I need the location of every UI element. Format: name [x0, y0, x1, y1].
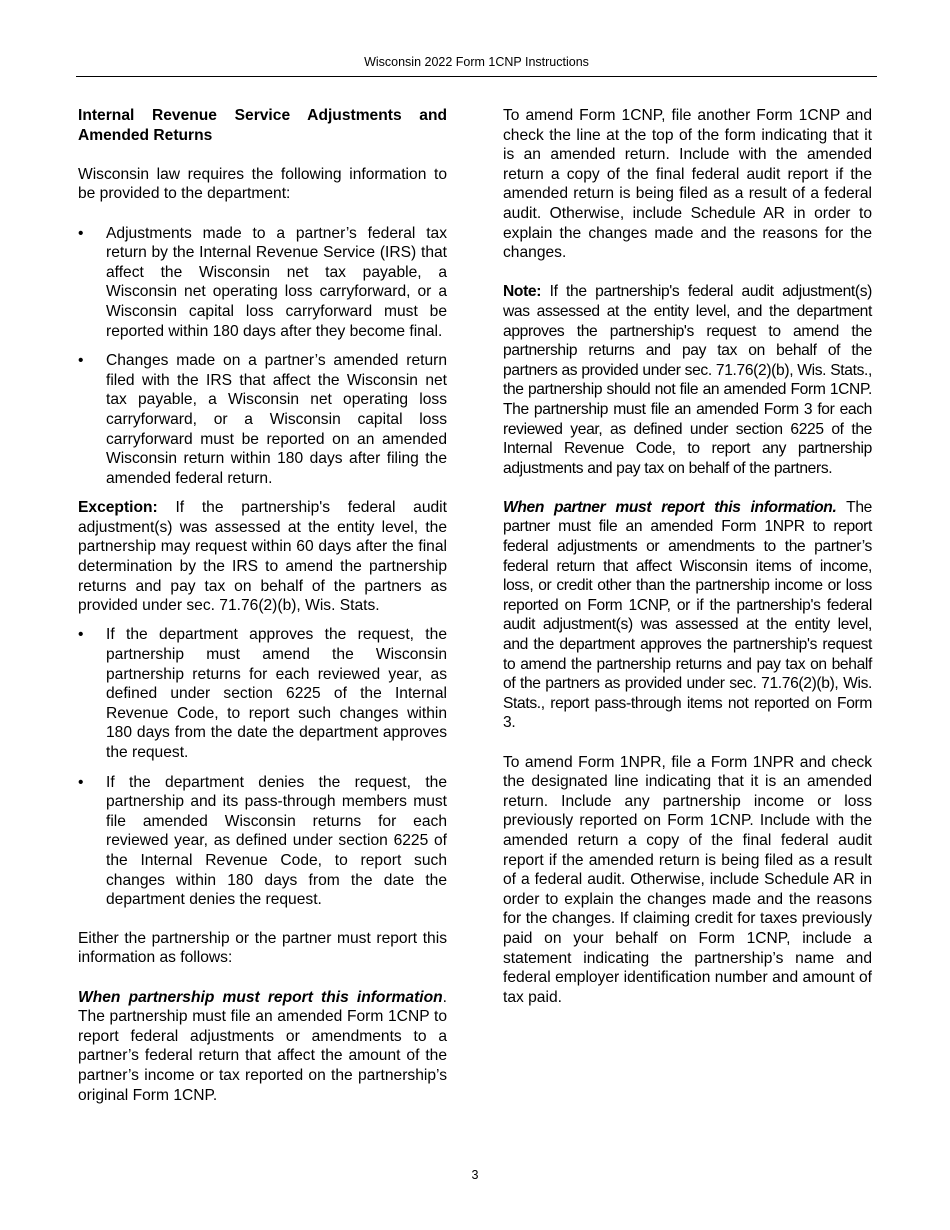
amend-1cnp-paragraph: To amend Form 1CNP, file another Form 1CNP and check the line at the top of the form indicating that it is an amended return. Include with the amended return a copy of the final federal audit report if the amended return is being filed as a result of a federal audit. Otherwise, include Schedule AR in order to explain the changes made and the reasons for the changes. — [503, 107, 872, 262]
right-column — [503, 106, 872, 1027]
intro-paragraph: Wisconsin law requires the following information to be provided to the department: — [78, 165, 447, 203]
note-paragraph — [503, 282, 872, 478]
exception-text: If the partnership's federal audit adjustment(s) was assessed at the entity level, the partnership may request within 60 days after the final determination by the IRS to amend the partnership returns and pay tax on behalf of the partners as provided under sec. 71.76(2)(b), Wis. Stats. — [78, 499, 447, 615]
when-partnership-paragraph — [78, 988, 447, 1106]
bullet-icon: • — [78, 626, 84, 644]
exception-list — [78, 625, 447, 909]
left-column — [78, 106, 447, 1125]
either-paragraph: Either the partnership or the partner must report this information as follows: — [78, 929, 447, 967]
list-item: • If the department denies the request, the partnership and its pass-through members must file amended Wisconsin returns for each reviewed year, as defined under section 6225 of the Internal Revenue Code, to report such changes within 180 days from the date the department denies the request. — [78, 773, 447, 909]
when-partner-label: When partner must report this information. — [503, 498, 837, 516]
requirements-list — [78, 224, 447, 489]
list-item: • Adjustments made to a partner’s federal tax return by the Internal Revenue Service (IRS) that affect the Wisconsin net tax payable, a Wisconsin net operating loss carryforward, or a Wisconsin capital loss carryforward must be reported within 180 days after they become final. — [78, 224, 447, 340]
exception-paragraph — [78, 498, 447, 616]
list-item: • Changes made on a partner’s amended return filed with the IRS that affect the Wisconsin net tax payable, a Wisconsin net operating loss carryforward, or a Wisconsin capital loss carryforward must be reported on an amended Wisconsin return within 180 days after filing the amended federal return. — [78, 352, 447, 487]
when-partnership-text: . The partnership must file an amended Form 1CNP to report federal adjustments or amendments to a partner’s federal return that affect the amount of the partner’s income or tax reported on the partnership’s original Form 1CNP. — [78, 988, 447, 1104]
note-text: If the partnership's federal audit adjustment(s) was assessed at the entity level, and the department approves the partnership's request to amend the partnership returns and pay tax on behalf of the partners as provided under sec. 71.76(2)(b), Wis. Stats., the partnership should not file an amended Form 1CNP. The partnership must file an amended Form 3 for each reviewed year, as defined under section 6225 of the Internal Revenue Code, to report any partnership adjustments and pay tax on behalf of the partners. — [503, 283, 873, 477]
note-label: Note: — [503, 283, 542, 301]
amend-1npr-paragraph: To amend Form 1NPR, file a Form 1NPR and check the designated line indicating that it is an amended return. Include any partnership income or loss previously reported on Form 1CNP. Include with the amended return a copy of the final federal audit report if the amended return is being filed as a result of a federal audit. Otherwise, include Schedule AR in order to explain the changes made and the reasons for the changes. If claiming credit for taxes previously paid on your behalf on Form 1CNP, include a statement indicating the partnership’s name and federal employer identification number and amount of tax paid. — [503, 753, 872, 1006]
list-item: • If the department approves the request, the partnership must amend the Wisconsin partnership returns for each reviewed year, as defined under section 6225 of the Internal Revenue Code, to report such changes within 180 days from the date the department approves the request. — [78, 626, 447, 761]
bullet-icon: • — [78, 773, 84, 791]
when-partner-paragraph — [503, 498, 872, 733]
when-partner-text: The partner must file an amended Form 1NPR to report federal adjustments or amendments to the partner’s federal return that affect Wisconsin items of income, loss, or credit other than the partnership income or loss reported on Form 1CNP, or if the partnership's federal audit adjustment(s) was assessed at the entity level, and the department approves the partnership's request to amend the partnership returns and pay tax on behalf of the partners as provided under sec. 71.76(2)(b), Wis. Stats., report pass-through items not reported on Form 3. — [503, 498, 872, 732]
bullet-icon: • — [78, 352, 84, 370]
section-heading: Internal Revenue Service Adjustments and Amended Returns — [78, 107, 447, 144]
exception-label: Exception: — [78, 499, 158, 517]
bullet-icon: • — [78, 224, 84, 242]
page-header: Wisconsin 2022 Form 1CNP Instructions — [76, 55, 877, 77]
page-number: 3 — [471, 1168, 479, 1182]
when-partnership-label: When partnership must report this information — [78, 988, 443, 1006]
